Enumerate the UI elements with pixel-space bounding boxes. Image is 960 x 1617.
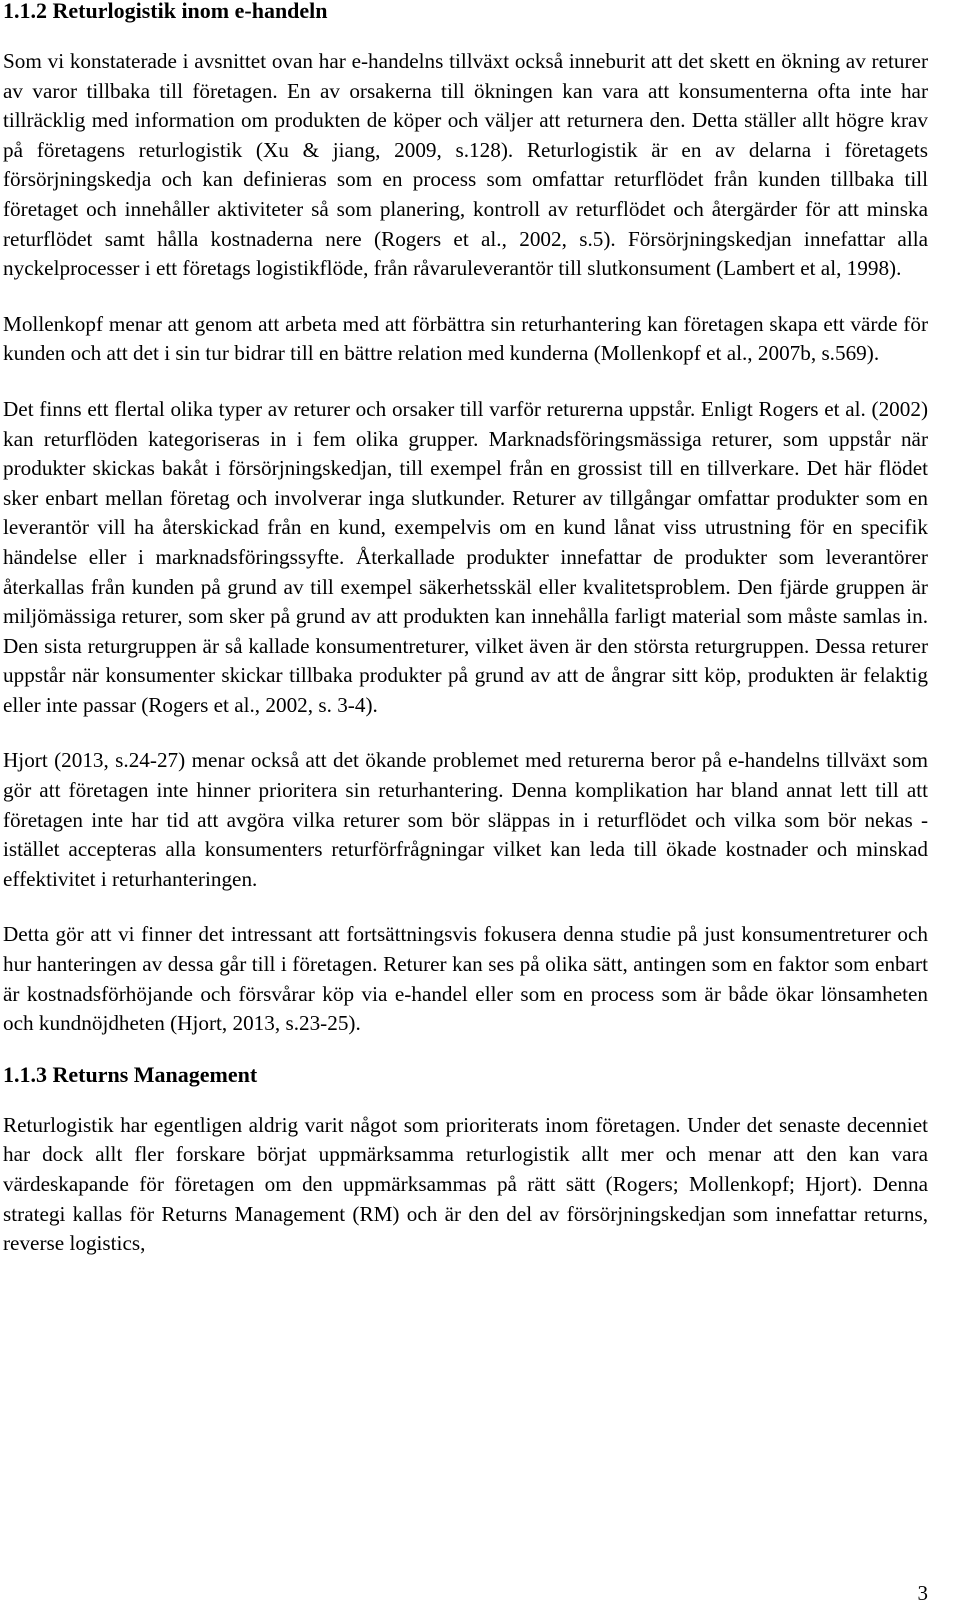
section-heading-returlogistik: 1.1.2 Returlogistik inom e-handeln xyxy=(3,0,328,23)
paragraph-returns-management: Returlogistik har egentligen aldrig varit något som prioriterats inom företagen. Under det senaste decenniet har dock allt fler forskare börjat uppmärksamma returlogistik allt mer och menar att den kan vara värdeskapande för företagen om den uppmärksammas på rätt sätt (Rogers; Mollenkopf; Hjort). Denna strategi kallas för Returns Management (RM) och är den del av försörjningskedjan som innefattar returns, reverse logistics, xyxy=(3,1112,928,1256)
document-body xyxy=(3,0,928,1259)
paragraph-study-focus: Detta gör att vi finner det intressant att fortsättningsvis fokusera denna studie på just konsumentreturer och hur hanteringen av dessa går till i företagen. Returer kan ses på olika sätt, antingen som en faktor som enbart är kostnadsförhöjande och försvårar köp via e-handel eller som en process som är både ökar lönsamheten och kundnöjdheten (Hjort, 2013, s.23-25). xyxy=(3,922,928,1036)
section-heading-returns-management: 1.1.3 Returns Management xyxy=(3,1061,258,1087)
paragraph-returlogistik-intro: Som vi konstaterade i avsnittet ovan har e-handelns tillväxt också inneburit att det skett en ökning av returer av varor tillbaka till företagen. En av orsakerna till ökningen kan vara att konsumenterna ofta inte har tillräcklig med information om produkten de köper och väljer att returnera den. Detta ställer allt högre krav på företagens returlogistik (Xu & jiang, 2009, s.128). Returlogistik är en av delarna i företagets försörjningskedja och kan definieras som en process som omfattar returflödet från kunden tillbaka till företaget och innehåller aktiviteter så som planering, kontroll av returflödet och återgärder för att minska returflödet samt hålla kostnaderna nere (Rogers et al., 2002, s.5). Försörjningskedjan innefattar alla nyckelprocesser i ett företags logistikflöde, från råvaruleverantör till slutkonsument (Lambert et al, 1998). xyxy=(3,49,928,281)
paragraph-hjort: Hjort (2013, s.24-27) menar också att det ökande problemet med returerna beror på e-handelns tillväxt som gör att företagen inte hinner prioritera sin returhantering. Denna komplikation har bland annat lett till att företagen inte har tid att avgöra vilka returer som bör släppas in i returflödet och vilka som bör nekas - istället accepteras alla konsumenters returförfrågningar vilket kan leda till ökade kostnader och minskad effektivitet i returhanteringen. xyxy=(3,748,928,891)
page-number: 3 xyxy=(917,1581,928,1605)
paragraph-mollenkopf: Mollenkopf menar att genom att arbeta med att förbättra sin returhantering kan företagen skapa ett värde för kunden och att det i sin tur bidrar till en bättre relation med kunderna (Mollenkopf et al., 2007b, s.569). xyxy=(3,311,928,366)
paragraph-return-types: Det finns ett flertal olika typer av returer och orsaker till varför returerna uppstår. Enligt Rogers et al. (2002) kan returflöden kategoriseras in i fem olika grupper. Marknadsföringsmässiga returer, som uppstår när produkter skickas bakåt i försörjningskedjan, till exempel från en grossist till en tillverkare. Det här flödet sker enbart mellan företag och involverar inga slutkunder. Returer av tillgångar omfattar produkter som en leverantör vill ha återskickad från en kund, exempelvis om en kund lånat viss utrustning för en specifik händelse eller i marknadsföringssyfte. Återkallade produkter innefattar de produkter som leverantörer återkallas från kunden på grund av till exempel säkerhetsskäl eller kvalitetsproblem. Den fjärde gruppen är miljömässiga returer, som sker på grund av att produkten kan innehålla farligt material som måste samlas in. Den sista returgruppen är så kallade konsumentreturer, vilket även är den största returgruppen. Dessa returer uppstår när konsumenter skickar tillbaka produkter på grund av att de ångrar sitt köp, produkten är felaktig eller inte passar (Rogers et al., 2002, s. 3-4). xyxy=(3,396,928,717)
